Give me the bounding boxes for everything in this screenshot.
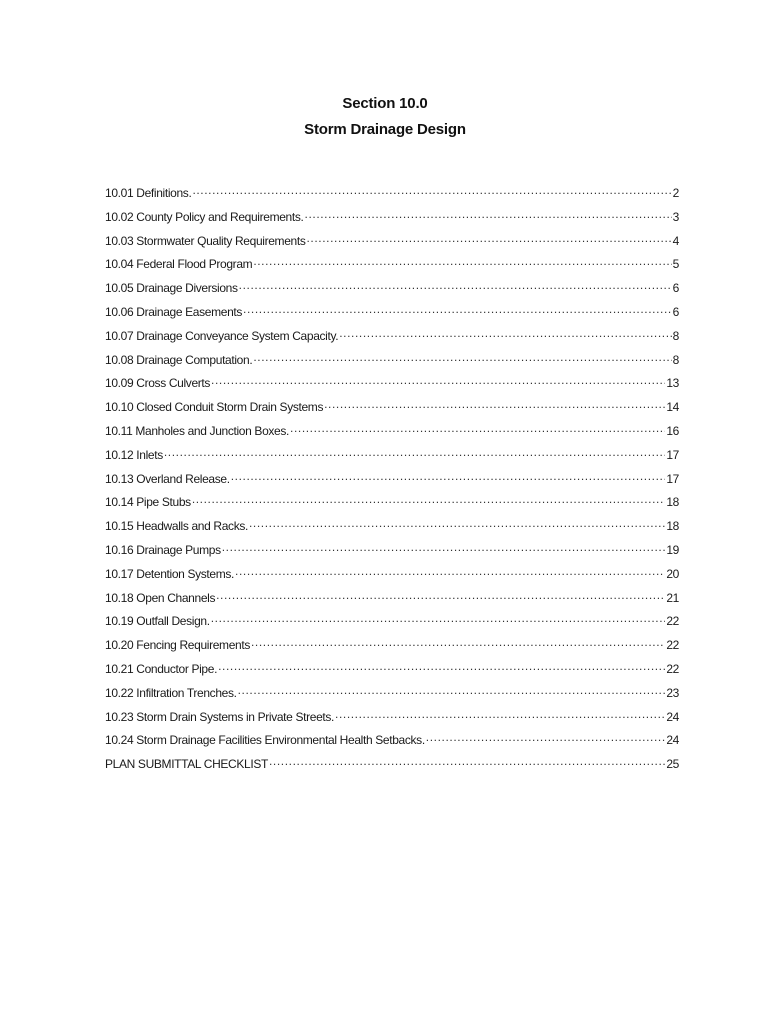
- toc-entry-label: 10.03 Stormwater Quality Requirements: [105, 233, 306, 248]
- toc-dot-leader: [306, 233, 671, 245]
- toc-entry-label: PLAN SUBMITTAL CHECKLIST: [105, 757, 268, 772]
- toc-dot-leader: [305, 209, 672, 221]
- toc-entry-page-number: 21: [666, 590, 679, 605]
- toc-entry-page-number: 6: [672, 281, 679, 296]
- toc-dot-leader: [251, 637, 665, 649]
- toc-entry[interactable]: [105, 756, 679, 780]
- toc-dot-leader: [253, 256, 671, 268]
- toc-entry-label: 10.01 Definitions.: [105, 186, 192, 200]
- toc-entry[interactable]: [105, 542, 679, 566]
- toc-entry-page-number: 13: [666, 376, 679, 391]
- toc-dot-leader: [192, 494, 666, 506]
- toc-entry-page-number: 8: [672, 352, 679, 367]
- toc-entry-label: 10.13 Overland Release.: [105, 471, 230, 486]
- toc-entry[interactable]: [105, 185, 679, 209]
- toc-entry[interactable]: [105, 399, 679, 423]
- toc-dot-leader: [335, 709, 665, 721]
- toc-entry[interactable]: [105, 732, 679, 756]
- toc-entry-page-number: 25: [666, 757, 679, 772]
- toc-entry-page-number: 18: [666, 495, 679, 510]
- toc-entry-page-number: 22: [666, 638, 679, 653]
- toc-entry[interactable]: [105, 566, 679, 590]
- toc-dot-leader: [269, 756, 665, 768]
- toc-dot-leader: [216, 590, 665, 602]
- toc-entry-label: 10.21 Conductor Pipe.: [105, 661, 218, 676]
- toc-entry[interactable]: [105, 375, 679, 399]
- toc-entry[interactable]: [105, 280, 679, 304]
- toc-dot-leader: [324, 399, 665, 411]
- toc-entry[interactable]: [105, 423, 679, 447]
- toc-dot-leader: [249, 518, 665, 530]
- toc-entry[interactable]: [105, 685, 679, 709]
- toc-dot-leader: [239, 280, 672, 292]
- toc-entry[interactable]: [105, 233, 679, 257]
- toc-entry-page-number: 22: [666, 614, 679, 629]
- toc-entry[interactable]: [105, 661, 679, 685]
- toc-entry-label: 10.14 Pipe Stubs: [105, 495, 191, 510]
- toc-entry-page-number: 18: [666, 519, 679, 534]
- toc-entry[interactable]: [105, 709, 679, 733]
- toc-dot-leader: [222, 542, 666, 554]
- toc-entry-label: 10.23 Storm Drain Systems in Private Streets.: [105, 709, 335, 724]
- toc-entry-page-number: 5: [672, 257, 679, 272]
- toc-entry[interactable]: [105, 256, 679, 280]
- toc-entry-page-number: 17: [666, 471, 679, 486]
- toc-entry[interactable]: [105, 518, 679, 542]
- toc-entry-page-number: 20: [666, 566, 679, 581]
- toc-entry-label: 10.19 Outfall Design.: [105, 614, 210, 629]
- toc-entry-label: 10.09 Cross Culverts: [105, 376, 211, 391]
- toc-entry-page-number: 24: [666, 709, 679, 724]
- toc-dot-leader: [211, 375, 665, 387]
- toc-entry[interactable]: [105, 352, 679, 376]
- toc-entry-label: 10.17 Detention Systems.: [105, 566, 235, 581]
- table-of-contents: [105, 185, 679, 780]
- toc-entry-label: 10.12 Inlets: [105, 447, 163, 462]
- toc-entry-page-number: 3: [672, 209, 679, 224]
- toc-entry-label: 10.20 Fencing Requirements: [105, 638, 250, 653]
- section-number: Section 10.0: [342, 95, 428, 112]
- toc-entry-label: 10.22 Infiltration Trenches.: [105, 685, 237, 700]
- toc-entry-page-number: 16: [666, 423, 679, 438]
- toc-entry-label: 10.24 Storm Drainage Facilities Environmental Health Setbacks.: [105, 733, 425, 748]
- toc-entry-label: 10.16 Drainage Pumps: [105, 542, 221, 557]
- toc-dot-leader: [211, 613, 666, 625]
- toc-entry-label: 10.04 Federal Flood Program: [105, 257, 253, 272]
- toc-entry-label: 10.18 Open Channels: [105, 590, 216, 605]
- toc-entry-label: 10.08 Drainage Computation.: [105, 352, 253, 367]
- toc-entry-label: 10.11 Manholes and Junction Boxes.: [105, 423, 290, 438]
- toc-dot-leader: [235, 566, 665, 578]
- toc-entry[interactable]: [105, 328, 679, 352]
- toc-dot-leader: [290, 423, 665, 435]
- toc-entry-label: 10.10 Closed Conduit Storm Drain Systems: [105, 400, 324, 415]
- toc-entry-page-number: 19: [666, 542, 679, 557]
- toc-dot-leader: [253, 352, 671, 364]
- toc-entry[interactable]: [105, 494, 679, 518]
- toc-entry[interactable]: [105, 637, 679, 661]
- toc-entry-page-number: 14: [666, 400, 679, 415]
- toc-entry-label: 10.15 Headwalls and Racks.: [105, 519, 248, 534]
- toc-dot-leader: [231, 471, 666, 483]
- toc-entry[interactable]: [105, 613, 679, 637]
- toc-entry[interactable]: [105, 447, 679, 471]
- toc-dot-leader: [164, 447, 665, 459]
- toc-entry-page-number: 6: [672, 304, 679, 319]
- toc-entry[interactable]: [105, 304, 679, 328]
- toc-entry-page-number: 2: [672, 186, 679, 200]
- toc-dot-leader: [238, 685, 666, 697]
- toc-dot-leader: [243, 304, 672, 316]
- toc-entry-page-number: 22: [666, 661, 679, 676]
- toc-entry-label: 10.07 Drainage Conveyance System Capacity.: [105, 328, 339, 343]
- toc-dot-leader: [192, 185, 671, 197]
- toc-dot-leader: [426, 732, 666, 744]
- toc-entry[interactable]: [105, 209, 679, 233]
- toc-entry-page-number: 8: [672, 328, 679, 343]
- toc-entry-label: 10.02 County Policy and Requirements.: [105, 209, 304, 224]
- toc-entry[interactable]: [105, 471, 679, 495]
- toc-entry-page-number: 4: [672, 233, 679, 248]
- document-title: Storm Drainage Design: [304, 121, 466, 138]
- toc-entry-label: 10.05 Drainage Diversions: [105, 281, 238, 296]
- toc-dot-leader: [218, 661, 665, 673]
- toc-entry[interactable]: [105, 590, 679, 614]
- toc-entry-label: 10.06 Drainage Easements: [105, 304, 243, 319]
- toc-dot-leader: [339, 328, 671, 340]
- toc-entry-page-number: 24: [666, 733, 679, 748]
- toc-entry-page-number: 23: [666, 685, 679, 700]
- toc-entry-page-number: 17: [666, 447, 679, 462]
